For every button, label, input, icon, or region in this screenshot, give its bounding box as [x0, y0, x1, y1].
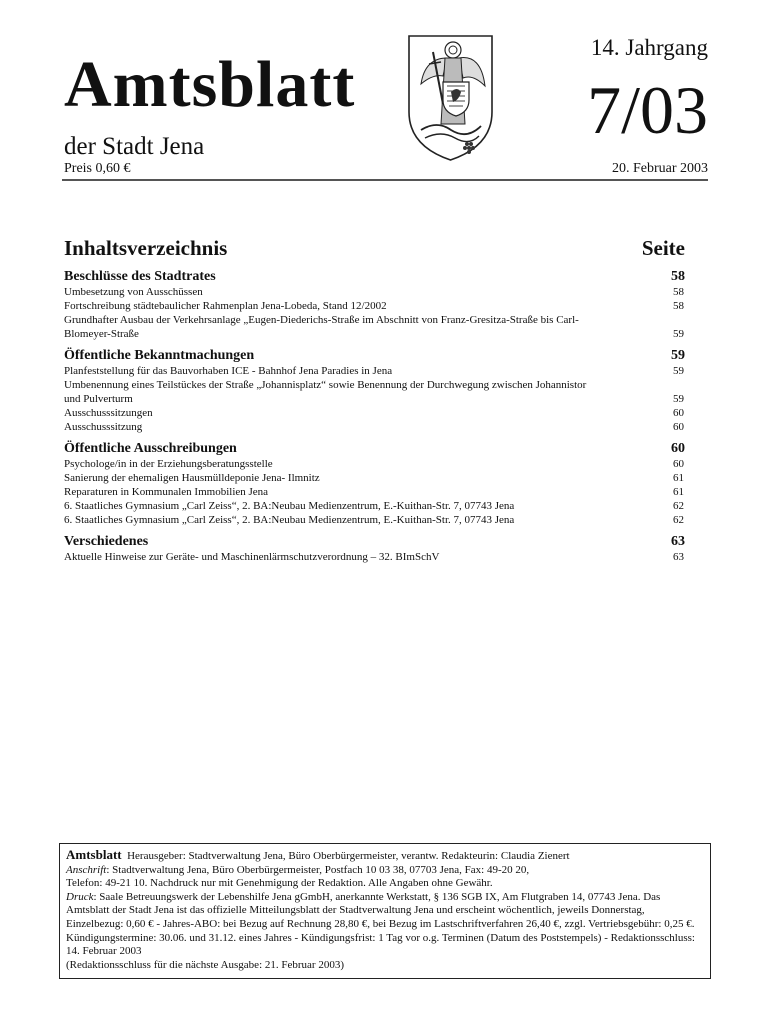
toc-entry[interactable]	[64, 313, 685, 341]
impressum-print: : Saale Betreuungswerk der Lebenshilfe Jena gGmbH, anerkannte Werkstatt, § 136 SGB IX, Am Flutgraben 14, 07743 Jena. Das Amtsblatt der Stadt Jena ist das offizielle Mitteilungsblatt der Stadtverwaltung Jena und erscheint wöchentlich, jeweils Donnerstag, Einzelbezug: 0,60 € - Jahres-ABO: bei Bezug auf Rechnung 28,80 €, bei Bezug im Lastschriftverfahren 26,40 €, zzgl. Vertriebsgebühr: 0,25 €. Kündigungstermine: 30.06. und 31.12. eines Jahres - Kündigungsfrist: 1 Tag vor o.g. Terminen (Datum des Poststempels) - Redaktionsschluss: 14. Februar 2003	[66, 890, 695, 958]
issue-number: 7/03	[587, 72, 708, 148]
toc-entry-page: 60	[673, 421, 684, 433]
impressum-print-line	[66, 891, 704, 959]
header-divider	[62, 179, 708, 181]
issue-date: 20. Februar 2003	[611, 161, 708, 176]
toc-entry-page: 62	[673, 500, 684, 512]
toc-entry[interactable]	[64, 457, 685, 471]
impressum-box	[59, 843, 711, 979]
toc-section	[64, 347, 685, 434]
toc-section-page: 63	[671, 534, 685, 549]
toc-section-page: 59	[671, 348, 685, 363]
toc-entry-title: Grundhafter Ausbau der Verkehrsanlage „Eugen-Diederichs-Straße im Abschnitt von Franz-Gresitza-Straße bis Carl-Blomeyer-Straße	[64, 314, 579, 340]
toc-section-title: Beschlüsse des Stadtrates	[64, 269, 216, 284]
toc-entry-page: 63	[673, 551, 684, 563]
toc-entry-title: Fortschreibung städtebaulicher Rahmenplan Jena-Lobeda, Stand 12/2002	[64, 300, 387, 312]
toc-entry[interactable]	[64, 406, 685, 420]
toc-entry-page: 61	[673, 486, 684, 498]
toc-entry-title: 6. Staatliches Gymnasium „Carl Zeiss“, 2. BA:Neubau Medienzentrum, E.-Kuithan-Str. 7, 07743 Jena	[64, 514, 515, 526]
impressum-deadline: (Redaktionsschluss für die nächste Ausgabe: 21. Februar 2003)	[66, 958, 344, 971]
toc-entry-page: 58	[673, 300, 684, 312]
toc-title: Inhaltsverzeichnis	[64, 236, 228, 260]
toc-entry[interactable]	[64, 499, 685, 513]
table-of-contents	[64, 236, 685, 564]
toc-entry[interactable]	[64, 550, 685, 564]
impressum-publisher: Herausgeber: Stadtverwaltung Jena, Büro Oberbürgermeister, verantw. Redakteurin: Claudia Zienert	[127, 850, 570, 862]
impressum-publisher-line	[66, 848, 704, 864]
impressum-address-line	[66, 864, 704, 878]
toc-entry[interactable]	[64, 378, 685, 406]
newsletter-title: Amtsblatt	[64, 48, 356, 121]
impressum-brand: Amtsblatt	[66, 847, 122, 862]
toc-entry[interactable]	[64, 471, 685, 485]
toc-entry-title: Reparaturen in Kommunalen Immobilien Jena	[64, 486, 269, 498]
toc-entry[interactable]	[64, 513, 685, 527]
toc-entry-page: 59	[673, 328, 684, 340]
newsletter-subtitle: der Stadt Jena	[64, 133, 205, 160]
volume-label: 14. Jahrgang	[590, 35, 708, 60]
toc-section-page: 58	[671, 269, 685, 284]
coat-of-arms-icon	[407, 34, 494, 162]
toc-entry-page: 59	[673, 393, 684, 405]
toc-section-header	[64, 440, 685, 457]
toc-entry-title: 6. Staatliches Gymnasium „Carl Zeiss“, 2. BA:Neubau Medienzentrum, E.-Kuithan-Str. 7, 07743 Jena	[64, 500, 515, 512]
toc-section-header	[64, 533, 685, 550]
toc-sections	[64, 268, 685, 564]
toc-entry-page: 58	[673, 286, 684, 298]
toc-section	[64, 533, 685, 564]
toc-entry[interactable]	[64, 485, 685, 499]
toc-section	[64, 268, 685, 341]
impressum-address-label: Anschrift	[66, 863, 107, 876]
toc-entry-title: Planfeststellung für das Bauvorhaben ICE - Bahnhof Jena Paradies in Jena	[64, 365, 393, 377]
toc-header	[64, 236, 685, 261]
price-label: Preis 0,60 €	[64, 161, 131, 176]
toc-entry-title: Psychologe/in in der Erziehungsberatungsstelle	[64, 458, 273, 470]
toc-section-header	[64, 347, 685, 364]
toc-entry-title: Sanierung der ehemaligen Hausmülldeponie Jena- Ilmnitz	[64, 472, 320, 484]
toc-section-title: Verschiedenes	[64, 534, 149, 549]
toc-entry-title: Umbenennung eines Teilstückes der Straße „Johannisplatz“ sowie Benennung der Durchwegung zwischen Johannistor und Pulverturm	[64, 379, 587, 405]
toc-entry-page: 59	[673, 365, 684, 377]
toc-entry[interactable]	[64, 364, 685, 378]
toc-section-page: 60	[671, 441, 685, 456]
toc-entry-page: 62	[673, 514, 684, 526]
toc-section-header	[64, 268, 685, 285]
toc-entry-page: 61	[673, 472, 684, 484]
toc-entry-title: Umbesetzung von Ausschüssen	[64, 286, 203, 298]
toc-entry-title: Ausschusssitzungen	[64, 407, 153, 419]
impressum-phone: Telefon: 49-21 10. Nachdruck nur mit Genehmigung der Redaktion. Alle Angaben ohne Gewähr.	[66, 877, 493, 890]
toc-entry-title: Aktuelle Hinweise zur Geräte- und Maschinenlärmschutzverordnung – 32. BImSchV	[64, 551, 440, 563]
toc-entry[interactable]	[64, 299, 685, 313]
toc-entry-page: 60	[673, 458, 684, 470]
toc-entry-page: 60	[673, 407, 684, 419]
impressum-address: : Stadtverwaltung Jena, Büro Oberbürgermeister, Postfach 10 03 38, 07703 Jena, Fax: 49-20 20,	[106, 863, 530, 876]
toc-section-title: Öffentliche Ausschreibungen	[64, 441, 237, 456]
toc-entry-title: Ausschusssitzung	[64, 421, 143, 433]
toc-entry[interactable]	[64, 420, 685, 434]
toc-section	[64, 440, 685, 527]
toc-entry[interactable]	[64, 285, 685, 299]
toc-page-header: Seite	[641, 236, 685, 260]
impressum-print-label: Druck	[66, 890, 94, 903]
toc-section-title: Öffentliche Bekanntmachungen	[64, 348, 255, 363]
